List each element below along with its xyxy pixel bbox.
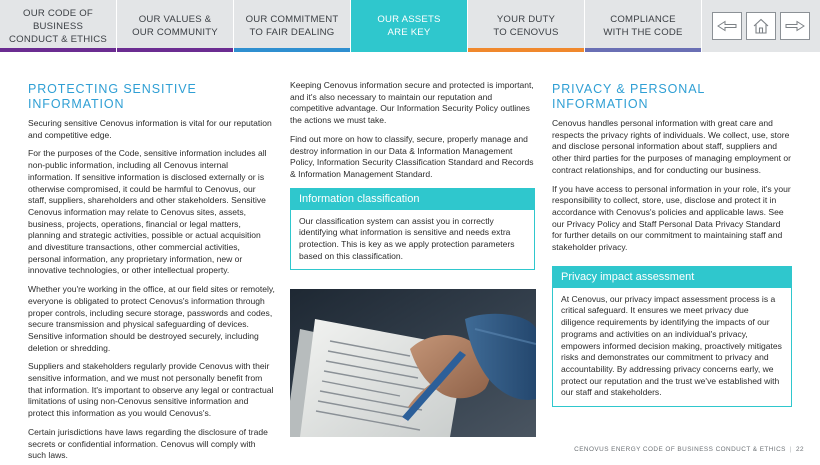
paragraph: For the purposes of the Code, sensitive information includes all non-public information, including all Cenovus internal information. If sensitive information is disclosed externally or is otherwise compromised, it could be harmful to Cenovus, our staff, suppliers, shareholders and other stakeholders. Sensitive Cenovus information may relate to Cenovus sites, assets, business, projects, operations, financial or legal matters, planning and strategic activities, possible or actual acquisition and divestiture transactions, other commercial activities, personal information, any proprietary information, new or innovative technologies, or other intellectual property. bbox=[28, 148, 267, 276]
paragraph: Cenovus handles personal information with great care and respects the privacy rights of individuals. We collect, use, store and disclose personal information about staff, suppliers and other third parties for the purposes of managing employment or contract relationships, and for conducting our business. bbox=[552, 118, 791, 175]
tab-assets-are-key[interactable] bbox=[351, 0, 468, 52]
photo-signing-document bbox=[290, 289, 536, 437]
section-heading-sensitive-info: PROTECTING SENSITIVE INFORMATION bbox=[28, 82, 197, 111]
tab-label: OUR COMMITMENT TO FAIR DEALING bbox=[245, 14, 339, 38]
paragraph: Suppliers and stakeholders regularly provide Cenovus with their sensitive information, and we must not personally benefit from that information. It's important to observe any legal or contractual limitations of using non-Cenovus sensitive information and protect this information as you would Cenovus's. bbox=[28, 361, 274, 419]
info-classification-callout bbox=[290, 188, 535, 271]
paragraph: Certain jurisdictions have laws regarding the disclosure of trade secrets or confidential information. Cenovus will comply with such laws. bbox=[28, 426, 268, 461]
tab-label: YOUR DUTY TO CENOVUS bbox=[493, 14, 559, 38]
section-heading-privacy: PRIVACY & PERSONAL INFORMATION bbox=[552, 82, 705, 111]
page-number: 22 bbox=[795, 446, 804, 453]
callout-text: Our classification system can assist you in correctly identifying what information is sensitive and needs extra protection. This is key as we apply protection parameters based on this classification. bbox=[299, 215, 515, 261]
callout-title: Information classification bbox=[291, 189, 534, 210]
callout-body bbox=[291, 210, 534, 270]
top-navigation bbox=[0, 0, 820, 52]
tab-accent-bar bbox=[585, 48, 701, 52]
forward-button[interactable] bbox=[780, 12, 810, 40]
privacy-assessment-callout bbox=[552, 266, 792, 407]
tab-fair-dealing[interactable] bbox=[234, 0, 351, 52]
callout-title: Privacy impact assessment bbox=[553, 267, 791, 288]
home-icon bbox=[752, 18, 770, 34]
paragraph: Whether you're working in the office, at our field sites or remotely, everyone is obligated to protect Cenovus's information through proper controls, including secure storage, passwords and codes, secure transmission and physical safeguarding of devices. Sensitive information should be destroyed securely, including deletion or shredding. bbox=[28, 284, 275, 353]
tab-accent-bar bbox=[0, 48, 116, 52]
tab-values-community[interactable] bbox=[117, 0, 234, 52]
page-nav-buttons bbox=[702, 0, 820, 52]
tab-label: OUR VALUES & OUR COMMUNITY bbox=[132, 14, 218, 38]
callout-body bbox=[553, 288, 791, 406]
tab-code-of-business-conduct[interactable] bbox=[0, 0, 117, 52]
back-button[interactable] bbox=[712, 12, 742, 40]
tab-accent-bar bbox=[234, 48, 350, 52]
tab-label: OUR CODE OF BUSINESS CONDUCT & ETHICS bbox=[9, 7, 107, 45]
page-footer bbox=[574, 446, 804, 453]
document-signing-illustration bbox=[290, 289, 536, 437]
tab-label: OUR ASSETS ARE KEY bbox=[377, 14, 441, 38]
footer-title: CENOVUS ENERGY CODE OF BUSINESS CONDUCT & ETHICS bbox=[574, 446, 786, 453]
tab-compliance[interactable] bbox=[585, 0, 702, 52]
forward-arrow-icon bbox=[785, 20, 805, 32]
callout-text: At Cenovus, our privacy impact assessment process is a critical safeguard. It ensures we meet privacy due diligence requirements by identifying the impacts of our programs and activities on an individual's privacy, empowers informed decision making, proactively mitigates risks and demonstrates our commitment to privacy and accountability. By addressing privacy concerns early, we protect our reputation and the trust we've established with our staff and stakeholders. bbox=[561, 293, 782, 398]
tab-accent-bar bbox=[468, 48, 584, 52]
home-button[interactable] bbox=[746, 12, 776, 40]
tab-accent-bar bbox=[117, 48, 233, 52]
back-arrow-icon bbox=[717, 20, 737, 32]
middle-column bbox=[290, 80, 535, 270]
paragraph: If you have access to personal information in your role, it's your responsibility to collect, store, use, disclose and protect it in accordance with Cenovus's policies and applicable laws. See our Privacy Policy and Staff Personal Data Privacy Standard for further details on our commitment to maintaining staff and stakeholder privacy. bbox=[552, 183, 791, 253]
tab-duty-to-cenovus[interactable] bbox=[468, 0, 585, 52]
tab-accent-bar bbox=[351, 48, 467, 52]
paragraph: Keeping Cenovus information secure and protected is important, and it's also necessary to maintain our reputation and competitive advantage. Our Information Security Policy outlines the actions we must take. bbox=[290, 80, 534, 126]
paragraph: Securing sensitive Cenovus information is vital for our reputation and competitive edge. bbox=[28, 118, 272, 140]
left-column bbox=[28, 82, 275, 465]
paragraph: Find out more on how to classify, secure, properly manage and destroy information in our Data & Information Management Policy, Information Security Classification Standard and Records & Information Management Standard. bbox=[290, 133, 534, 179]
right-column bbox=[552, 82, 792, 407]
tab-label: COMPLIANCE WITH THE CODE bbox=[603, 14, 683, 38]
footer-separator: | bbox=[789, 446, 792, 453]
